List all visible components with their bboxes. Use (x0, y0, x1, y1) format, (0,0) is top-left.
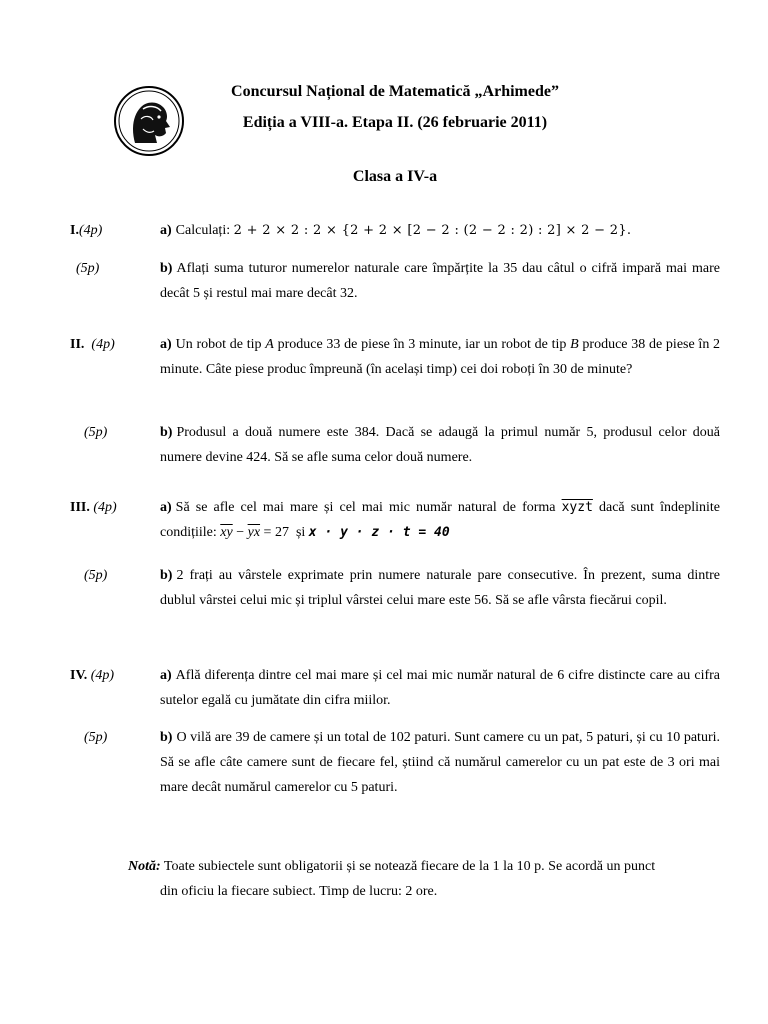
problem-1-label: I.(4p) (70, 223, 103, 238)
problem-4-label: IV. (4p) (70, 668, 115, 683)
problem-1a: a) Calculați: 2 + 2 × 2 : 2 × {2 + 2 × [2 − 2 : (2 − 2 : 2) : 2] × 2 − 2}. (160, 223, 632, 238)
contest-edition: Ediția a VIII-a. Etapa II. (26 februarie 2011) (242, 114, 548, 131)
problem-2b-points: (5p) (84, 425, 108, 440)
problem-3a: a) Să se afle cel mai mare și cel mai mic număr natural de forma xyzt dacă sunt îndeplinite condițiile: $\overline{xy} - \overline{yx} = 27$ și x · y · z · t = 40 (160, 500, 720, 540)
problem-3b-points: (5p) (84, 568, 108, 583)
problem-2-label: II. (4p) (70, 337, 115, 352)
class-heading: Clasa a IV-a (352, 168, 438, 185)
problem-3-label: III. (4p) (70, 500, 117, 515)
problem-2b: b) Produsul a două numere este 384. Dacă se adaugă la primul număr 5, produsul celor două numere devine 424. Să se afle suma celor două numere. (160, 425, 720, 465)
note: Notă: Toate subiectele sunt obligatorii și se notează fiecare de la 1 la 10 p. Se acordă un punct din oficiu la fiecare subiect. Timp de lucru: 2 ore. (128, 859, 656, 899)
problem-4a: a) Află diferența dintre cel mai mare și cel mai mic număr natural de 6 cifre distincte care au cifra sutelor egală cu jumătate din cifra miilor. (160, 668, 720, 708)
problem-1b-points: (5p) (76, 261, 100, 276)
arhimede-logo (113, 85, 185, 157)
problem-1a-expression: 2 + 2 × 2 : 2 × {2 + 2 × [2 − 2 : (2 − 2 : 2) : 2] × 2 − 2}. (233, 223, 632, 238)
problem-2a: a) Un robot de tip A produce 33 de piese în 3 minute, iar un robot de tip B produce 38 de piese în 2 minute. Câte piese produc împreună (în același timp) cei doi roboți în 30 de minute? (160, 337, 721, 377)
contest-title: Concursul Național de Matematică „Arhimede” (231, 83, 559, 100)
problem-3b: b) 2 frați au vârstele exprimate prin numere naturale pare consecutive. În prezent, suma dintre dublul vârstei celui mic și triplul vârstei celui mare este 56. Să se afle vârsta fiecărui copil. (160, 568, 720, 608)
problem-4b-points: (5p) (84, 730, 108, 745)
problem-1b: b) Aflați suma tuturor numerelor naturale care împărțite la 35 dau câtul o cifră impară mai mare decât 5 și restul mai mare decât 32. (160, 261, 720, 301)
note-label: Notă: (128, 859, 161, 874)
problem-4b: b) O vilă are 39 de camere și un total de 102 paturi. Sunt camere cu un pat, 5 paturi, și cu 10 paturi. Să se afle câte camere sunt de fiecare fel, știind că numărul camerelor cu un pat este de 3 ori mai mare decât numărul camerelor cu 5 paturi. (160, 730, 720, 795)
